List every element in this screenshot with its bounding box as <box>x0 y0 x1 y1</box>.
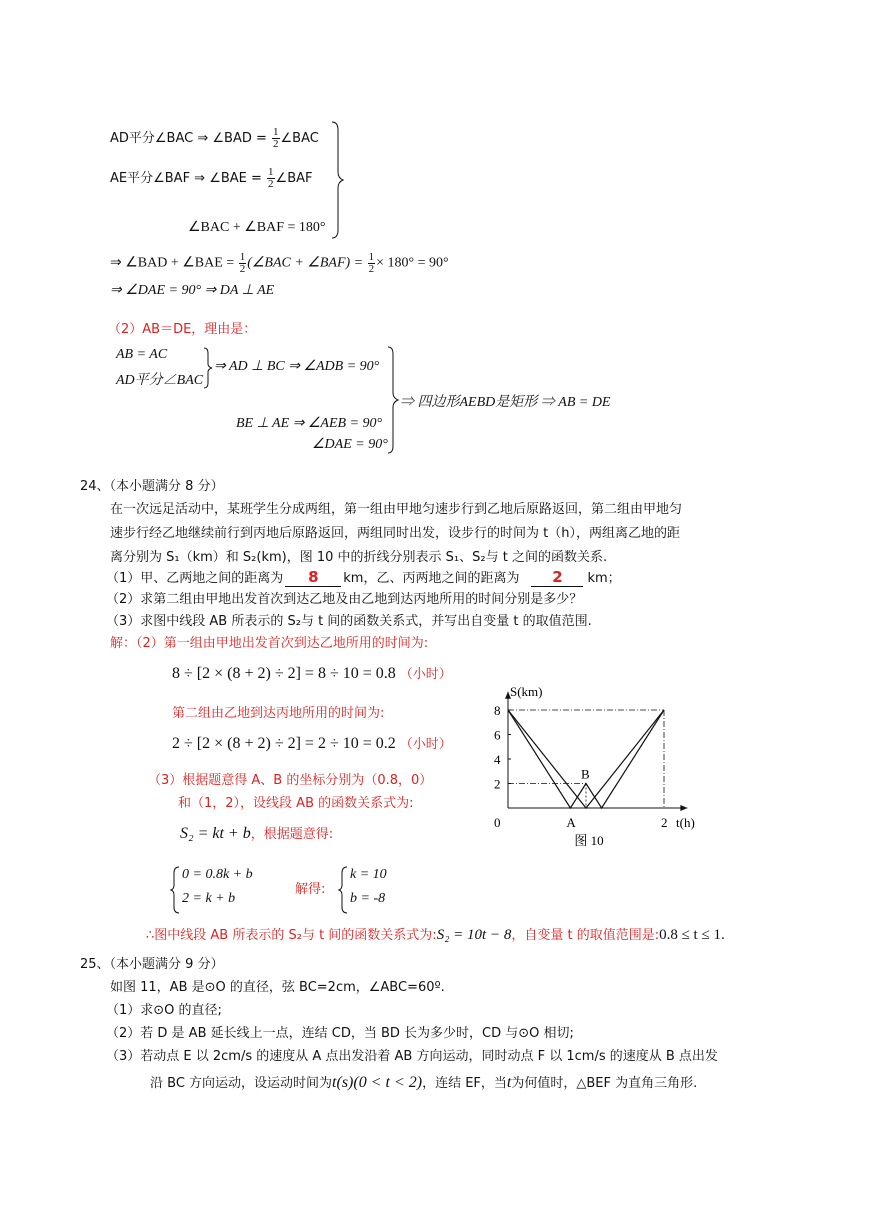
x-axis-label: t(h) <box>676 815 695 830</box>
solution-eq2: 2 ÷ [2 × (8 + 2) ÷ 2] = 2 ÷ 10 = 0.2 （小时） <box>172 735 452 752</box>
solution-part3b: 和（1，2），设线段 AB 的函数关系式为: <box>178 796 414 811</box>
proof1-line1: AD平分∠BAC ⇒ ∠BAD = $\frac{1}{2}$ ∠BAC <box>110 126 319 151</box>
y-tick-label-6: 6 <box>494 727 501 743</box>
part2-title: （2）AB＝DE，理由是： <box>108 322 257 337</box>
solve-label: 解得: <box>295 882 326 897</box>
figure-10-chart <box>480 680 700 852</box>
q25-heading: 25、（本小题满分 9 分） <box>80 957 224 972</box>
q25-sub1: （1）求⊙O 的直径; <box>106 1003 222 1018</box>
y-tick-label-8: 8 <box>494 703 501 718</box>
solution-s2eq: S₂ = kt + b，根据题意得: <box>180 825 334 842</box>
proof2-brace-large <box>386 345 400 455</box>
proof1-line5: ⇒ ∠DAE = 90° ⇒ DA ⊥ AE <box>110 283 275 298</box>
system2-line1: k = 10 <box>350 867 387 882</box>
x-tick-label-2: 2 <box>661 815 668 830</box>
system2-line2: b = -8 <box>350 891 386 906</box>
solution-intro: 解：（2）第一组由甲地出发首次到达乙地所用的时间为: <box>110 636 429 651</box>
proof2-l2: AD平分∠BAC <box>116 373 204 388</box>
proof1-line3: ∠BAC + ∠BAF = 180° <box>188 220 326 235</box>
proof2-l6: ∠DAE = 90° <box>312 437 388 452</box>
q24-para2: 速步行经乙地继续前行到丙地后原路返回，两组同时出发，设步行的时间为 t（h），两组离乙地的距 <box>110 526 680 541</box>
system1-line1: 0 = 0.8k + b <box>182 867 253 882</box>
y-tick-label-2: 2 <box>494 776 501 792</box>
q24-sub1: （1）甲、乙两地之间的距离为 8 km，乙、丙两地之间的距离为 2 km； <box>106 568 621 586</box>
solution-mid: 第二组由乙地到达丙地所用的时间为: <box>172 706 385 721</box>
q25-sub3b: 沿 BC 方向运动，设运动时间为t(s)(0 < t < 2)，连结 EF，当t为何值时，△BEF 为直角三角形. <box>150 1074 698 1091</box>
x-tick-label-0: 0 <box>494 815 501 830</box>
proof2-l3: ⇒ AD ⊥ BC ⇒ ∠ADB = 90° <box>214 359 380 374</box>
point-label-B: B <box>581 766 590 782</box>
system1-line2: 2 = k + b <box>182 891 236 906</box>
q24-para1: 在一次远足活动中，某班学生分成两组，第一组由甲地匀速步行到乙地后原路返回，第二组由甲地匀 <box>110 502 683 517</box>
system2-brace <box>338 866 348 914</box>
q25-para1: 如图 11，AB 是⊙O 的直径，弦 BC=2cm，∠ABC=60º. <box>110 980 445 995</box>
x-tick-label-A: A <box>566 815 576 830</box>
q24-sub2: （2）求第二组由甲地出发首次到达乙地及由乙地到达丙地所用的时间分别是多少？ <box>106 592 583 607</box>
x-axis-arrow <box>680 805 687 811</box>
answer-blank-1: 8 <box>285 568 341 587</box>
q25-sub2: （2）若 D 是 AB 延长线上一点，连结 CD，当 BD 长为多少时，CD 与⊙O 相切; <box>106 1026 574 1041</box>
proof2-l4: ⇒ 四边形AEBD是矩形 ⇒ AB = DE <box>400 395 611 410</box>
proof2-brace-small <box>203 347 213 389</box>
proof1-line2: AE平分∠BAF ⇒ ∠BAE = $\frac{1}{2}$ ∠BAF <box>110 166 313 191</box>
solution-part3a: （3）根据题意得 A、B 的坐标分别为（0.8，0） <box>148 773 433 788</box>
answer-blank-2: 2 <box>531 568 583 587</box>
system1-brace <box>170 866 180 914</box>
y-tick-label-4: 4 <box>494 752 501 767</box>
y-axis-label: S(km) <box>510 683 543 699</box>
proof1-line4: ⇒ ∠BAD + ∠BAE = $\frac{1}{2}$ (∠BAC + ∠BAF) = $\frac{1}{2}$ × 180° = 90° <box>110 251 449 275</box>
proof2-l1: AB = AC <box>116 347 168 362</box>
half-fraction: $\frac{1}{2}$ <box>273 126 279 151</box>
figure-caption: 图 10 <box>574 833 604 848</box>
q24-sub3: （3）求图中线段 AB 所表示的 S₂与 t 间的函数关系式，并写出自变量 t 的取值范围. <box>106 614 592 629</box>
q25-sub3a: （3）若动点 E 以 2cm/s 的速度从 A 点出发沿着 AB 方向运动，同时动点 F 以 1cm/s 的速度从 B 点出发 <box>106 1049 718 1064</box>
q24-para3: 离分别为 S₁（km）和 S₂(km)，图 10 中的折线分别表示 S₁、S₂与 t 之间的函数关系. <box>110 550 608 565</box>
proof1-brace <box>330 120 344 240</box>
solution-eq1: 8 ÷ [2 × (8 + 2) ÷ 2] = 8 ÷ 10 = 0.8 （小时） <box>172 665 452 682</box>
solution-conclusion: ∴图中线段 AB 所表示的 S₂与 t 间的函数关系式为:S₂ = 10t − 8，自变量 t 的取值范围是:0.8 ≤ t ≤ 1. <box>146 927 725 943</box>
proof2-l5: BE ⊥ AE ⇒ ∠AEB = 90° <box>236 416 383 431</box>
q24-heading: 24、（本小题满分 8 分） <box>80 479 224 494</box>
